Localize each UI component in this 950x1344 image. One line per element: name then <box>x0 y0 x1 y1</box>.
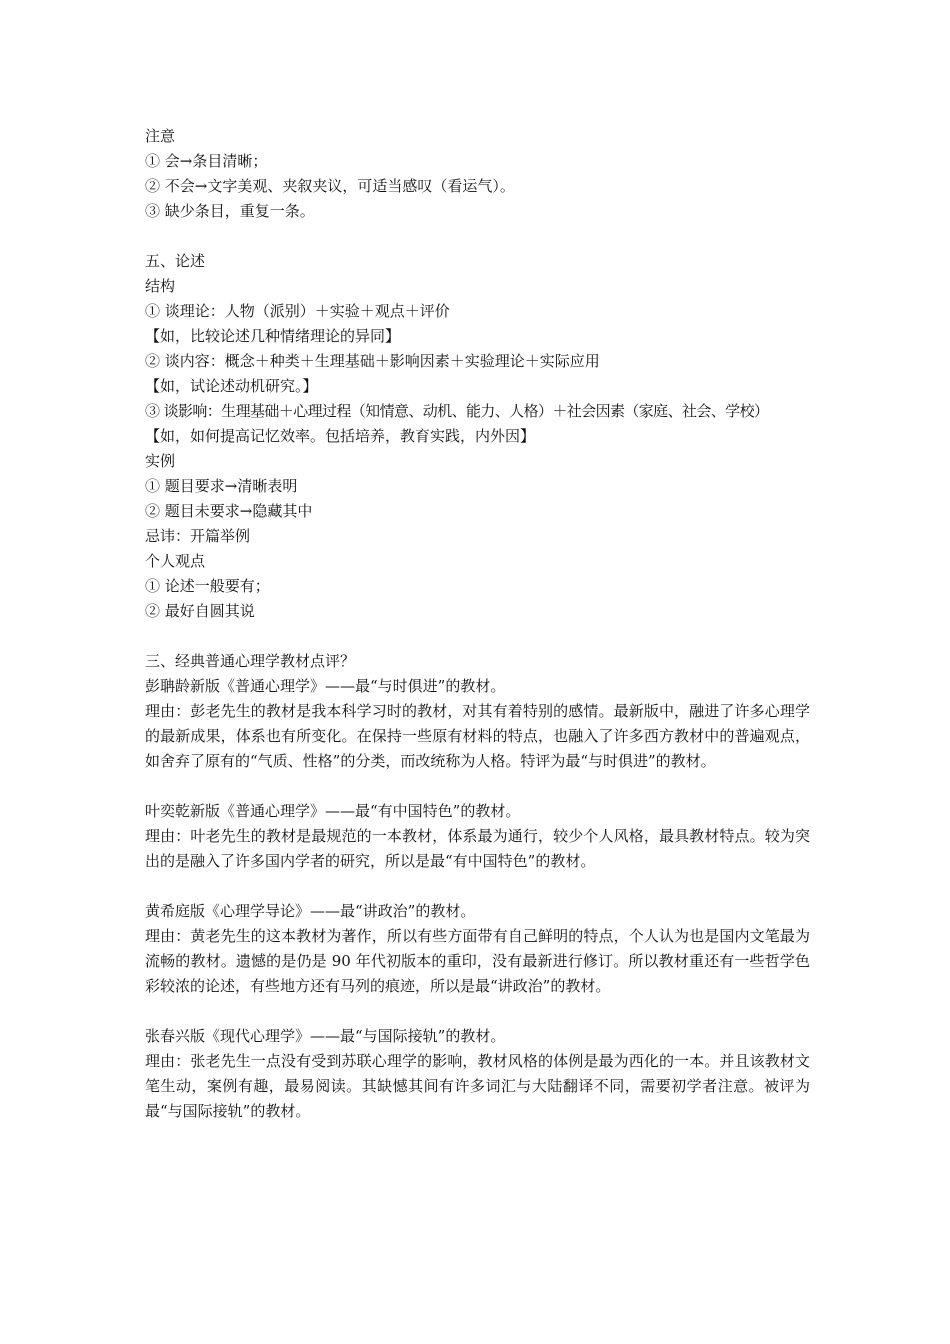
note-item: ② 不会→文字美观、夹叙夹议，可适当感叹（看运气）。 <box>145 177 515 195</box>
note-heading: 注意 <box>145 127 176 145</box>
spacer <box>145 774 810 799</box>
section3-heading: 三、经典普通心理学教材点评？ <box>145 652 356 670</box>
book-reason: 理由：叶老先生的教材是最规范的一本教材，体系最为通行，较少个人风格，最具教材特点。较为突出的是融入了许多国内学者的研究，所以是最“有中国特色”的教材。 <box>145 827 810 870</box>
book-reason: 理由：张老先生一点没有受到苏联心理学的影响，教材风格的体例是最为西化的一本。并且该教材文笔生动，案例有趣，最易阅读。其缺憾其间有许多词汇与大陆翻译不同，需要初学者注意。被评为最“与国际接轨”的教材。 <box>145 1052 810 1120</box>
document-page <box>145 124 810 1124</box>
opinion-item: ② 最好自圆其说 <box>145 602 255 620</box>
book-reason: 理由：黄老先生的这本教材为著作，所以有些方面带有自己鲜明的特点，个人认为也是国内文笔最为流畅的教材。遗憾的是仍是 90 年代初版本的重印，没有最新进行修订。所以教材重还有一些哲学色彩较浓的论述，有些地方还有马列的痕迹，所以是最“讲政治”的教材。 <box>145 927 810 995</box>
book-title: 彭聃龄新版《普通心理学》——最“与时俱进”的教材。 <box>145 677 506 695</box>
structure-label: 结构 <box>145 277 176 295</box>
example-label: 实例 <box>145 452 176 470</box>
structure-item: ① 谈理论：人物（派别）＋实验＋观点＋评价 <box>145 302 450 320</box>
structure-item: 【如，试论述动机研究。】 <box>145 377 318 395</box>
book-reason: 理由：彭老先生的教材是我本科学习时的教材，对其有着特别的感情。最新版中，融进了许多心理学的最新成果，体系也有所变化。在保持一些原有材料的特点，也融入了许多西方教材中的普遍观点，如舍弃了原有的“气质、性格”的分类，而改统称为人格。特评为最“与时俱进”的教材。 <box>145 702 810 770</box>
structure-item: 【如，比较论述几种情绪理论的异同】 <box>145 327 401 345</box>
note-item: ③ 缺少条目，重复一条。 <box>145 202 315 220</box>
spacer <box>145 624 810 649</box>
book-title: 张春兴版《现代心理学》——最“与国际接轨”的教材。 <box>145 1027 506 1045</box>
spacer <box>145 874 810 899</box>
note-item: ① 会→条目清晰； <box>145 152 268 170</box>
book-title: 叶奕乾新版《普通心理学》——最“有中国特色”的教材。 <box>145 802 521 820</box>
opinion-label: 个人观点 <box>145 552 206 570</box>
section5-heading: 五、论述 <box>145 252 206 270</box>
example-item: ② 题目未要求→隐藏其中 <box>145 502 313 520</box>
opinion-item: ① 论述一般要有； <box>145 577 270 595</box>
example-item: ① 题目要求→清晰表明 <box>145 477 298 495</box>
spacer <box>145 224 810 249</box>
structure-item: ② 谈内容：概念＋种类＋生理基础＋影响因素＋实验理论＋实际应用 <box>145 352 600 370</box>
example-item: 忌讳：开篇举例 <box>145 527 251 545</box>
book-title: 黄希庭版《心理学导论》——最“讲政治”的教材。 <box>145 902 476 920</box>
spacer <box>145 999 810 1024</box>
structure-item: 【如，如何提高记忆效率。包括培养，教育实践，内外因】 <box>145 427 536 445</box>
structure-item: ③ 谈影响：生理基础＋心理过程（知情意、动机、能力、人格）＋社会因素（家庭、社会、学校） <box>145 402 769 420</box>
